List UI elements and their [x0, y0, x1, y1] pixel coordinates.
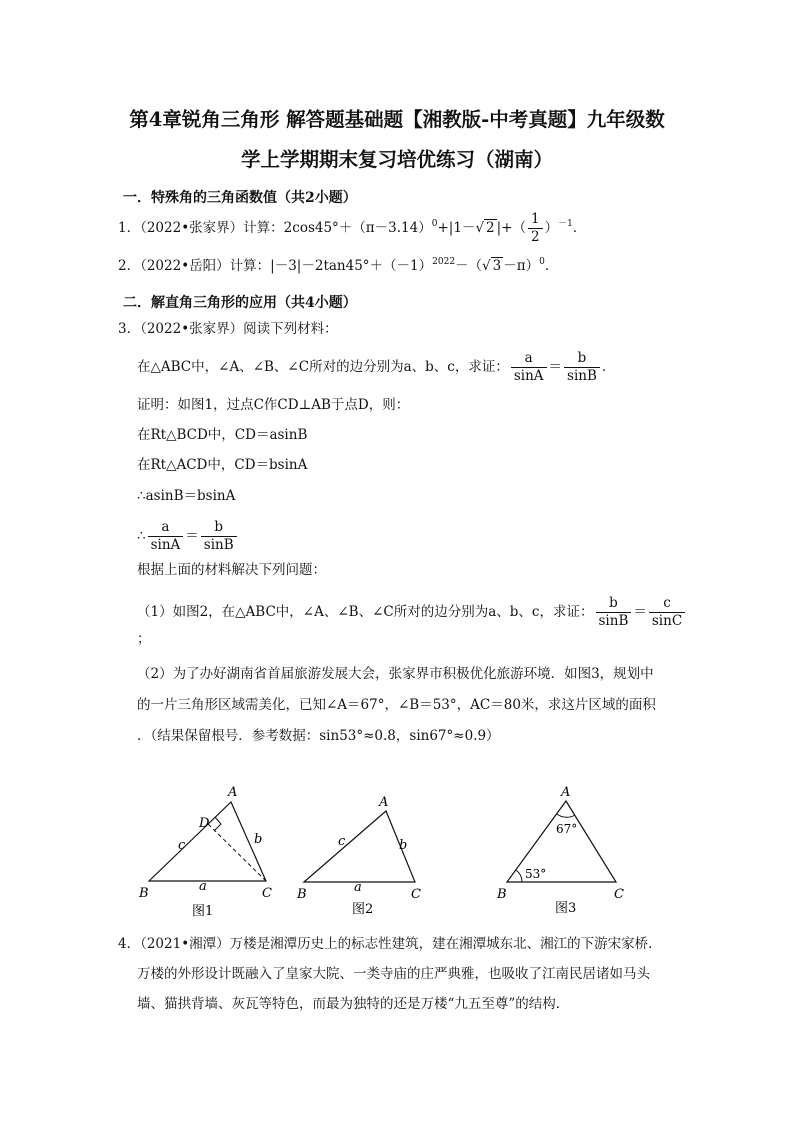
- q3-intro-frac-b: [564, 351, 600, 384]
- fig3-label-B: B: [497, 887, 507, 902]
- fig2-label-c: c: [338, 834, 346, 849]
- fig1-label-a: a: [199, 879, 207, 894]
- frac-den-sinB: sinB: [598, 612, 629, 629]
- fig1-label-c: c: [178, 838, 186, 853]
- section1-heading: 一．特殊角的三角函数值（共2小题）: [123, 190, 357, 206]
- question-3-header: [118, 323, 338, 337]
- fig1-label-B: B: [139, 886, 149, 901]
- q2-number: 2．: [118, 258, 141, 274]
- q2-sqrt: √ 3: [482, 258, 502, 274]
- fig1-label-C: C: [262, 886, 272, 901]
- q3-proof-2: 在Rt△BCD中，CD＝asinB: [137, 427, 308, 443]
- q2-sqrt-arg: 3: [492, 258, 502, 274]
- q1-term-b: +|1－: [437, 219, 476, 236]
- q3-proof-frac-a: [148, 520, 184, 553]
- therefore-symbol: ∴: [137, 527, 146, 544]
- q2-term-a: |－3|－2tan45°＋（－1）: [270, 258, 433, 274]
- frac-num-c: c: [649, 596, 685, 613]
- document-title-line2: 学上学期期末复习培优练习（湖南）: [240, 148, 553, 171]
- q3-proof-4: ∴asinB＝bsinA: [137, 488, 236, 504]
- q1-frac-num: 1: [528, 212, 543, 229]
- q1-source: （2022•张家界）计算：: [140, 219, 284, 236]
- q3-part1-frac-c: [649, 596, 685, 629]
- q3-proof-frac-b: [201, 520, 237, 553]
- q3-part2-line1: （2）为了办好湖南省首届旅游发展大会，张家界市积极优化旅游环境．如图3，规划中: [137, 666, 654, 682]
- question-4-line3: 墙、猫拱背墙、灰瓦等特色，而最为独特的还是万楼“九五至尊”的结构．: [137, 996, 570, 1012]
- q3-part2-line3: ．（结果保留根号．参考数据：sin53°≈0.8，sin67°≈0.9）: [137, 728, 500, 744]
- q3-part1: （1）如图2，在△ABC中，∠A、∠B、∠C所对的边分别为a、b、c，求证： $\frac{b}{\sin B}$ ＝ $\frac{c}{\sin C}$: [137, 596, 687, 629]
- fig1-triangle: [149, 802, 266, 881]
- q3-source: （2022•张家界）阅读下列材料：: [140, 321, 338, 337]
- frac-num-a: a: [511, 351, 547, 368]
- q1-term-c: |+（: [496, 219, 527, 236]
- q1-sqrt: √ 2: [475, 219, 495, 236]
- q2-term-c: －π）: [503, 258, 540, 274]
- q2-end: ．: [544, 258, 559, 274]
- q3-intro-frac-a: [511, 351, 547, 384]
- document-title-line1: 第4章锐角三角形 解答题基础题【湘教版-中考真题】九年级数: [129, 108, 665, 131]
- question-4-line2: 万楼的外形设计既融入了皇家大院、一类寺庙的庄严典雅，也吸收了江南民居诸如马头: [137, 966, 650, 982]
- fig2-label-C: C: [411, 887, 421, 902]
- fig2-caption: 图2: [352, 902, 374, 917]
- figure-2: [296, 795, 421, 917]
- question-2: [118, 258, 558, 274]
- figure-1: [138, 785, 272, 919]
- q2-term-b: －（: [455, 258, 483, 274]
- q3-part1-semicolon: ；: [137, 631, 151, 647]
- q3-number: 3．: [118, 321, 141, 337]
- fig2-label-a: a: [354, 880, 362, 895]
- q3-intro: 在△ABC中，∠A、∠B、∠C所对的边分别为a、b、c，求证：: [137, 358, 509, 375]
- q1-term-a: 2cos45°＋（π－3.14）: [283, 219, 432, 236]
- fig1-right-angle-mark: [214, 817, 221, 831]
- fig3-caption: 图3: [555, 901, 577, 916]
- q2-exp0: 0: [539, 257, 545, 267]
- frac-den-sinB: sinB: [567, 367, 597, 384]
- frac-num-a: a: [148, 520, 184, 537]
- q1-end: ．: [572, 219, 587, 236]
- q3-task: 根据上面的材料解决下列问题：: [137, 562, 326, 578]
- frac-num-b: b: [201, 520, 237, 537]
- fig3-angle-arc-B: [516, 870, 522, 882]
- fig2-label-B: B: [297, 887, 307, 902]
- fig3-label-C: C: [614, 887, 624, 902]
- q3-proof-1: 证明：如图1，过点C作CD⊥AB于点D，则：: [137, 397, 410, 413]
- fig1-label-D: D: [199, 816, 210, 831]
- fig3-angle-arc-A: [557, 814, 575, 817]
- fig3-label-A: A: [561, 785, 571, 800]
- q1-number: 1．: [118, 219, 141, 236]
- q2-exp: 2022: [432, 257, 456, 267]
- frac-den-sinB: sinB: [203, 536, 234, 553]
- question-4-line1: 4．（2021•湘潭）万楼是湘潭历史上的标志性建筑，建在湘潭城东北、湘江的下游宋家桥．: [118, 936, 662, 952]
- frac-den-sinA: sinA: [513, 367, 544, 384]
- q1-fraction: [528, 212, 543, 245]
- q3-part1-frac-b: [596, 596, 632, 629]
- q1-sqrt-arg: 2: [486, 219, 495, 236]
- q3-part1-text: （1）如图2，在△ABC中，∠A、∠B、∠C所对的边分别为a、b、c，求证：: [137, 603, 594, 620]
- frac-den-sinC: sinC: [651, 612, 683, 629]
- q1-term-d: ）: [544, 219, 559, 236]
- fig1-caption: 图1: [192, 904, 214, 919]
- q3-intro-line: 在△ABC中，∠A、∠B、∠C所对的边分别为a、b、c，求证： $\frac{a}{\sin A}$ ＝ $\frac{b}{\sin B}$ ．: [137, 350, 616, 384]
- q3-part2-line2: 的一片三角形区域需美化，已知∠A＝67°，∠B＝53°，AC＝80米，求这片区域的面积: [137, 697, 656, 713]
- fig3-angle-A: 67°: [556, 822, 578, 836]
- fig1-label-A: A: [228, 785, 238, 800]
- q3-figures: [0, 785, 794, 925]
- frac-num-b: b: [596, 596, 632, 613]
- q1-exp0: 0: [431, 218, 438, 229]
- fig2-label-b: b: [399, 838, 408, 853]
- figure-3: [496, 785, 624, 916]
- fig3-triangle: [507, 801, 616, 882]
- fig1-label-b: b: [254, 832, 263, 847]
- fig2-label-A: A: [379, 795, 389, 810]
- q3-proof-5: ∴ $\frac{a}{\sin A}$ ＝ $\frac{b}{\sin B}$: [137, 520, 239, 553]
- q1-frac-den: 2: [531, 228, 540, 245]
- question-1: [118, 212, 586, 245]
- frac-num-b: b: [564, 351, 600, 368]
- section2-heading: 二．解直角三角形的应用（共4小题）: [123, 295, 357, 311]
- fig3-angle-B: 53°: [525, 867, 547, 881]
- q1-exp1: －1: [558, 218, 573, 229]
- q3-proof-3: 在Rt△ACD中，CD＝bsinA: [137, 457, 308, 473]
- frac-den-sinA: sinA: [150, 536, 181, 553]
- q2-source: （2022•岳阳）计算：: [140, 258, 271, 274]
